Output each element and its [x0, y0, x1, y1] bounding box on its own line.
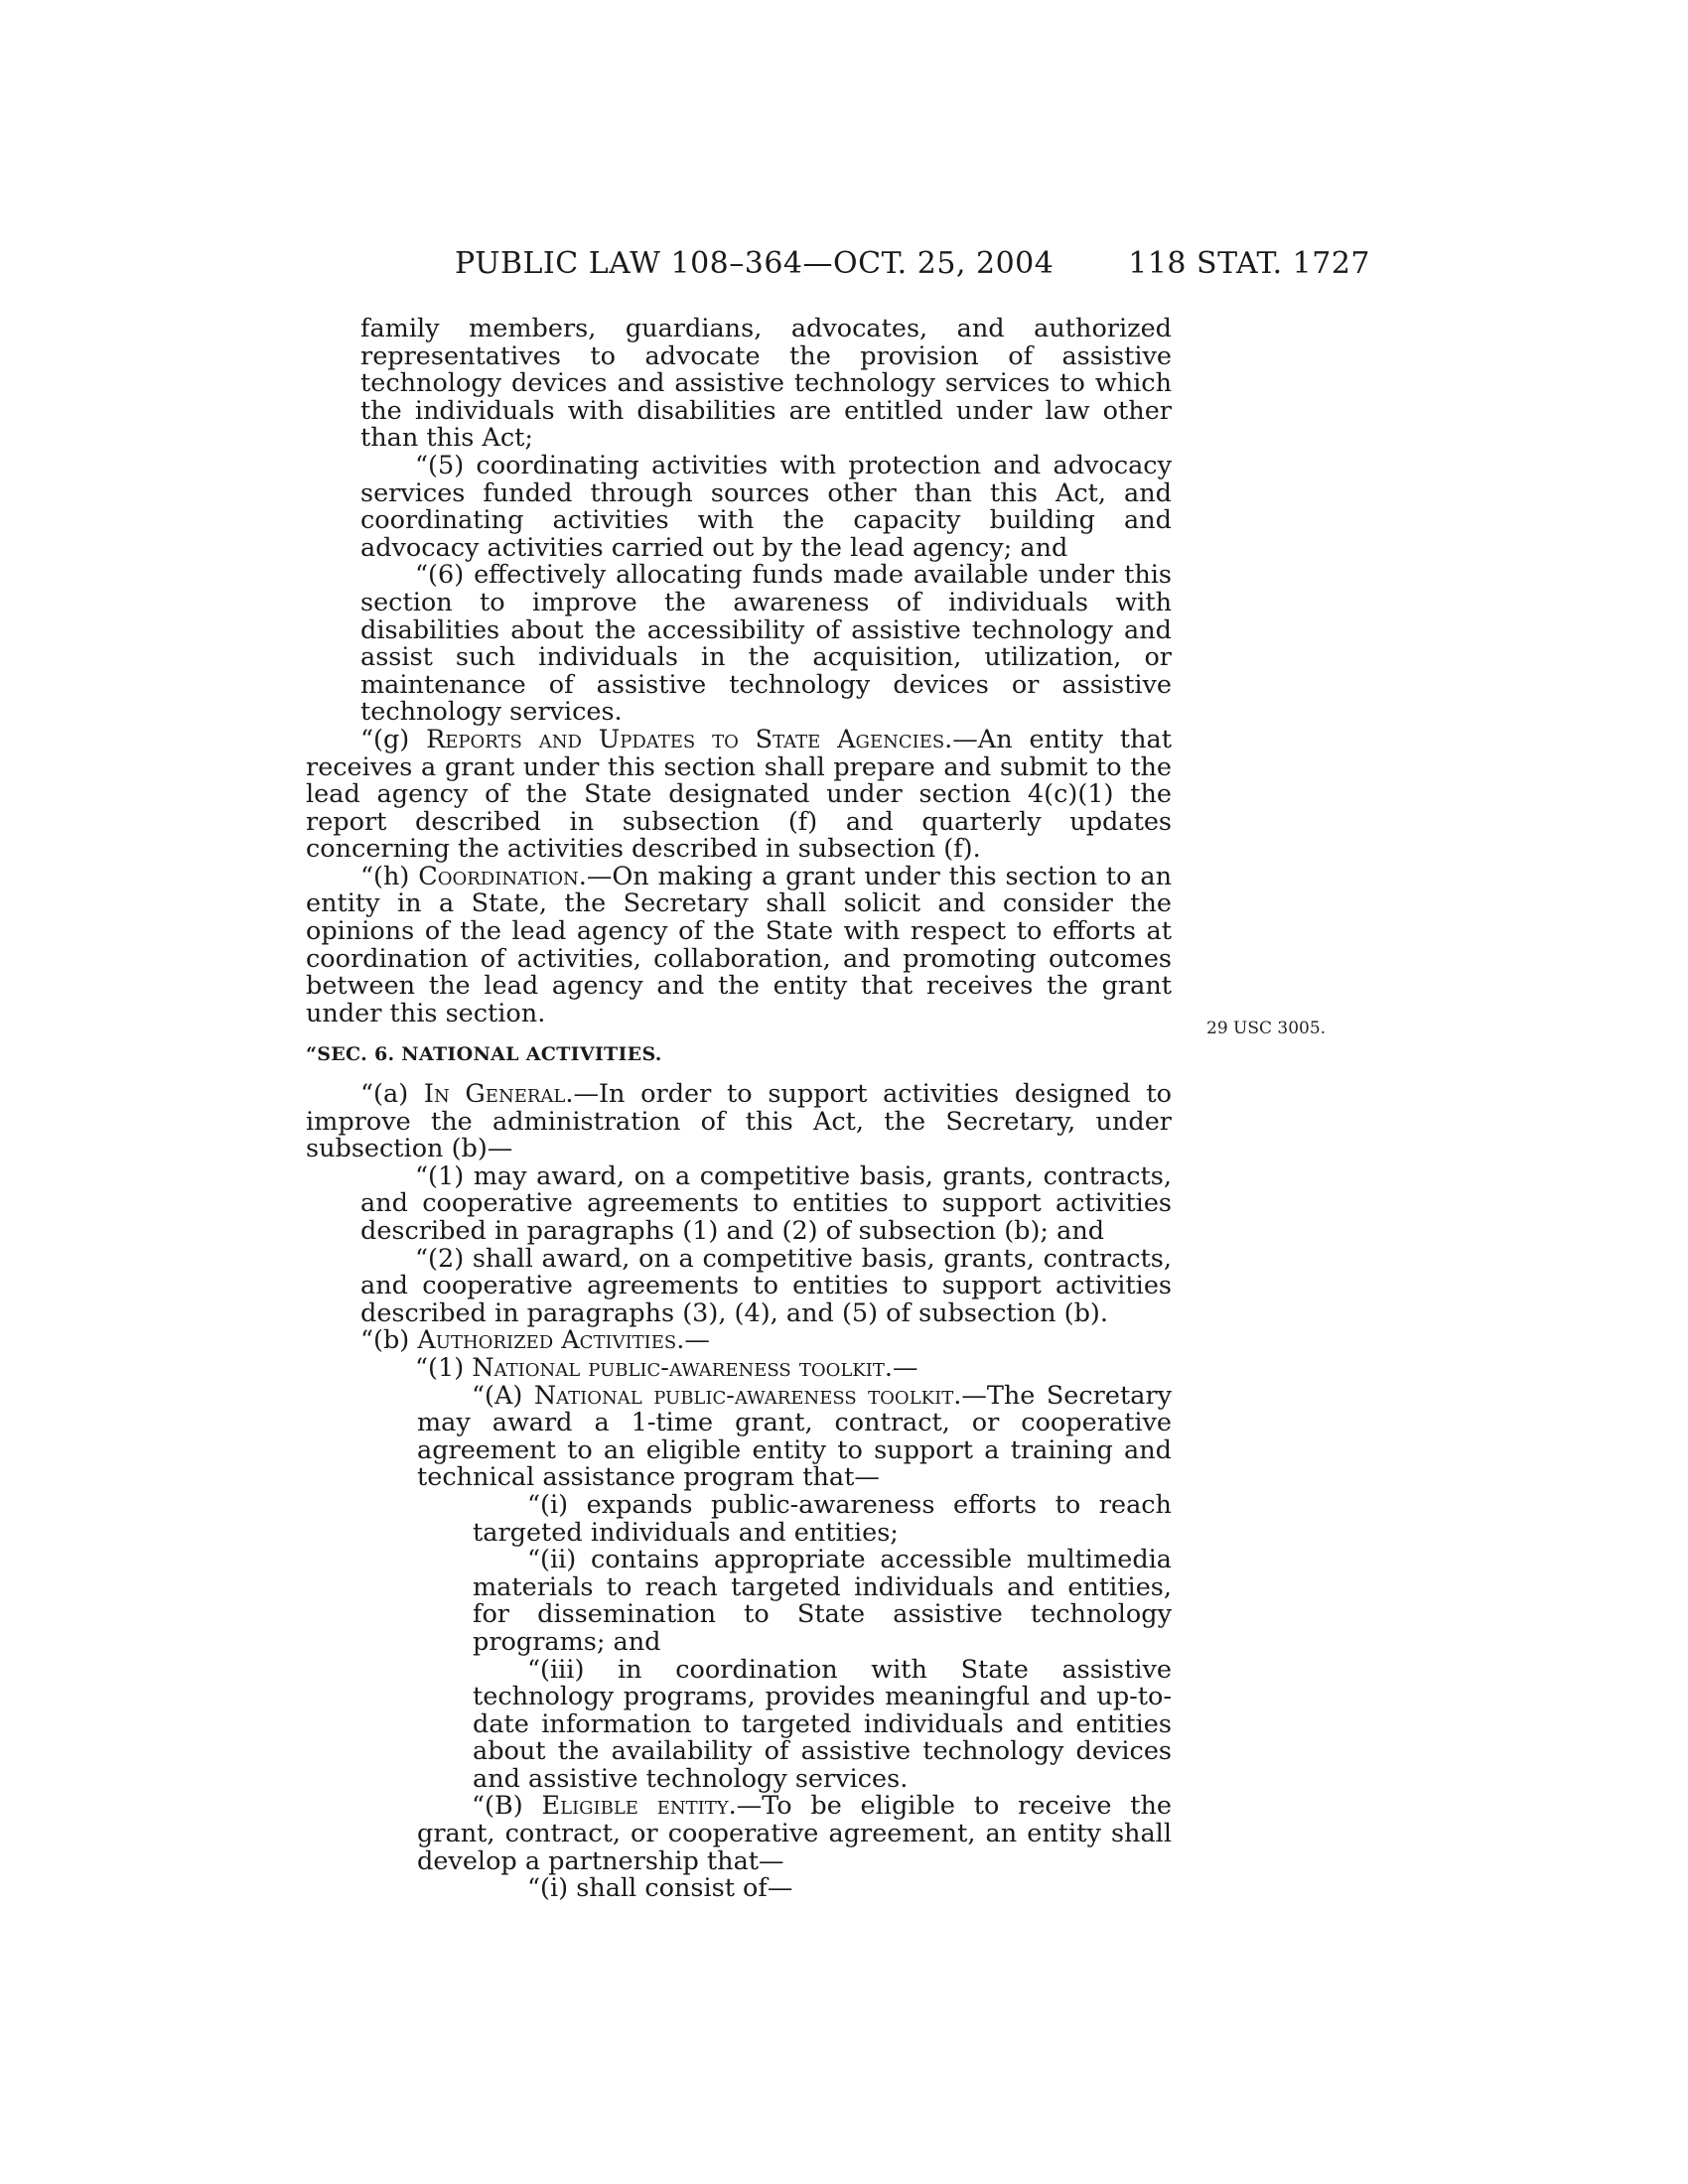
subsection-a-paragraph-2: “(2) shall award, on a competitive basis, grants, contracts, and cooperative agreements to entities to support activities described in paragraphs (3), (4), and (5) of subsection (b).: [360, 1243, 1172, 1328]
usc-citation-note: 29 USC 3005.: [1206, 1019, 1327, 1038]
subsection-g-heading: Reports and Updates to State Agencies.: [426, 724, 953, 754]
subsection-b-heading: Authorized Activities.: [417, 1325, 685, 1356]
subsection-h-lead: “(h): [360, 861, 419, 891]
clause-B-i: “(i) shall consist of—: [527, 1873, 793, 1904]
subsection-g: [306, 724, 1172, 865]
subsection-g-lead: “(g): [360, 724, 427, 754]
b1-dash: —: [892, 1352, 918, 1383]
paragraph-6: “(6) effectively allocating funds made available under this section to improve the awareness of individuals with disabilities about the accessibility of assistive technology and assist such individuals in the acquisition, utilization, or maintenance of assistive technology devices or assistive technology services.: [360, 560, 1172, 728]
statute-page-number: 118 STAT. 1727: [1128, 246, 1370, 281]
paragraph-continuation: family members, guardians, advocates, and authorized representatives to advocate the provision of assistive technology devices and assistive technology services to which the individuals with disabilities are entitled under law other than this Act;: [360, 314, 1172, 454]
subsection-h-heading: Coordination.: [418, 861, 587, 891]
subsection-a-lead: “(a): [360, 1079, 424, 1110]
subsection-h-text: —On making a grant under this section to an entity in a State, the Secretary shall solicit and consider the opinions of the lead agency of the State with respect to efforts at coordination of activities, collaboration, and promoting outcomes between the lead agency and the entity that receives the grant under this section.: [306, 861, 1172, 1028]
subsection-g-text: —An entity that receives a grant under this section shall prepare and submit to the lead agency of the State designated under section 4(c)(1) the report described in subsection (f) and quarterly updates concerning the activities described in subsection (f).: [306, 724, 1172, 865]
b1-lead: “(1): [415, 1352, 473, 1383]
bB-heading: Eligible entity.: [541, 1791, 737, 1822]
bB-text: —To be eligible to receive the grant, contract, or cooperative agreement, an entity shall develop a partnership that—: [417, 1791, 1172, 1876]
subsection-b-lead: “(b): [360, 1325, 418, 1356]
subsection-b-dash: —: [684, 1325, 710, 1356]
bA-text: —The Secretary may award a 1-time grant, contract, or cooperative agreement to an eligible entity to support a training and technical assistance program that—: [417, 1380, 1172, 1493]
subparagraph-A: [417, 1380, 1172, 1493]
clause-ii: “(ii) contains appropriate accessible multimedia materials to reach targeted individuals and entities, for dissemination to State assistive technology programs; and: [473, 1545, 1172, 1657]
section-heading: “SEC. 6. NATIONAL ACTIVITIES.: [306, 1043, 662, 1066]
subsection-b-paragraph-1: [360, 1352, 1172, 1383]
subparagraph-B: [417, 1793, 1172, 1875]
subsection-a: [306, 1081, 1172, 1163]
bA-heading: National public-awareness toolkit.: [533, 1380, 962, 1411]
subsection-a-heading: In General.: [423, 1079, 574, 1110]
b1-heading: National public-awareness toolkit.: [472, 1352, 893, 1383]
bB-lead: “(B): [472, 1791, 542, 1822]
page-header: [298, 246, 1370, 290]
clause-iii: “(iii) in coordination with State assistive technology programs, provides meaningful and up-to-date information to targeted individuals and entities about the availability of assistive technology devices and assistive technology services.: [473, 1654, 1172, 1794]
running-title: PUBLIC LAW 108–364—OCT. 25, 2004: [455, 246, 1055, 281]
subsection-a-paragraph-1: “(1) may award, on a competitive basis, grants, contracts, and cooperative agreements to entities to support activities described in paragraphs (1) and (2) of subsection (b); and: [360, 1160, 1172, 1246]
subsection-b: [306, 1327, 1172, 1355]
clause-i: “(i) expands public-awareness efforts to reach targeted individuals and entities;: [473, 1489, 1172, 1548]
subsection-h: [306, 861, 1172, 1028]
subsection-a-text: —In order to support activities designed to improve the administration of this Act, the Secretary, under subsection (b)—: [306, 1079, 1172, 1164]
bA-lead: “(A): [472, 1380, 534, 1411]
paragraph-5: “(5) coordinating activities with protection and advocacy services funded through sources other than this Act, and coordinating activities with the capacity building and advocacy activities carried out by the lead agency; and: [360, 450, 1172, 563]
body-text: [306, 316, 1172, 1903]
